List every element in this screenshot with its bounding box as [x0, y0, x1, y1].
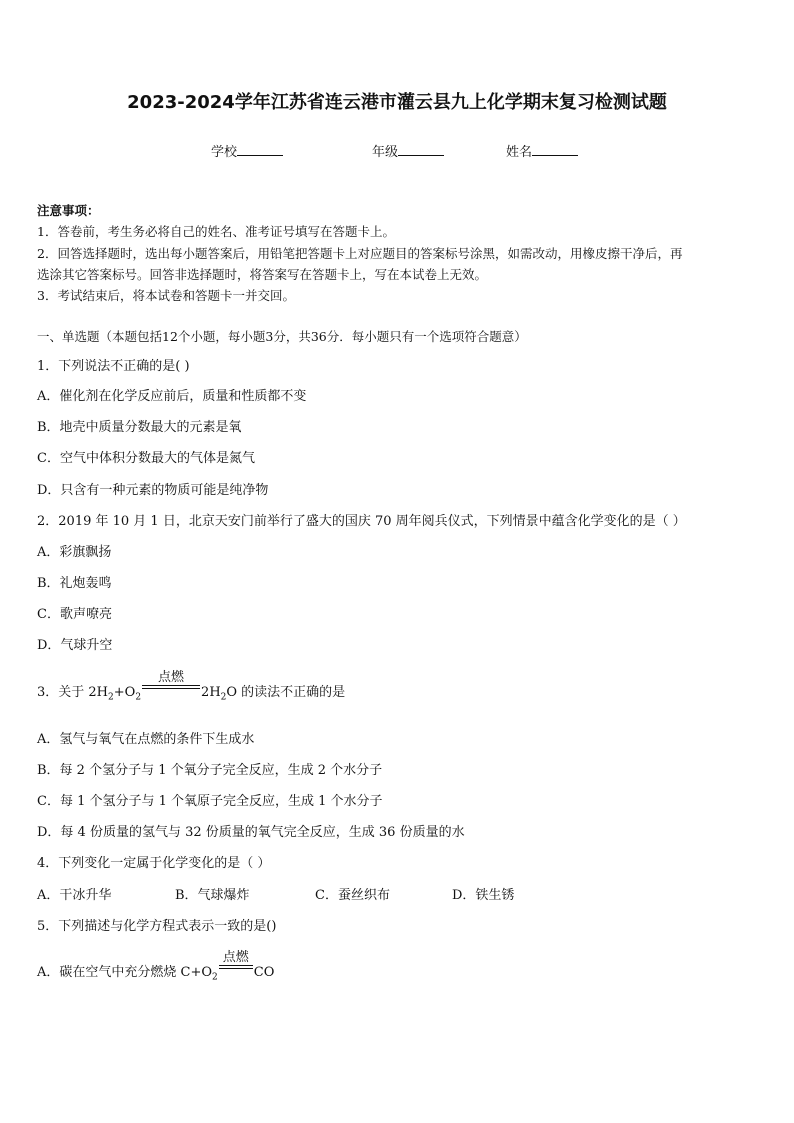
q3-plus-o: +O — [113, 685, 136, 700]
school-label: 学校 — [211, 145, 238, 160]
q4-option-d: D．铁生锈 — [452, 888, 515, 903]
q3-sub-2: 2 — [135, 692, 142, 703]
q5-reaction-arrow — [219, 950, 253, 976]
grade-label: 年级 — [372, 145, 399, 160]
notice-item-2-cont: 选涂其它答案标号。回答非选择题时，将答案写在答题卡上，写在本试卷上无效。 — [37, 267, 488, 282]
q5-option-a — [37, 950, 275, 983]
q3-reaction-arrow — [142, 670, 200, 696]
q3-stem — [37, 670, 346, 703]
name-label: 姓名 — [506, 145, 533, 160]
school-field — [211, 141, 283, 160]
q3-sub-3: 2 — [220, 692, 227, 703]
q3-option-a: A．氢气与氧气在点燃的条件下生成水 — [37, 732, 255, 747]
q4-option-a: A．干冰升华 — [37, 888, 112, 903]
q5-a-pre: A．碳在空气中充分燃烧 C+O — [37, 965, 213, 980]
q3-stem-pre: 3．关于 2H — [37, 685, 109, 700]
q3-product: 2H — [201, 685, 221, 700]
q4-option-c: C．蚕丝织布 — [315, 888, 390, 903]
q1-option-c: C．空气中体积分数最大的气体是氮气 — [37, 451, 255, 466]
q1-stem: 1．下列说法不正确的是( ) — [37, 359, 190, 374]
q3-option-d: D．每 4 份质量的氢气与 32 份质量的氧气完全反应，生成 36 份质量的水 — [37, 825, 465, 840]
grade-field — [372, 141, 444, 160]
q3-sub-1: 2 — [108, 692, 114, 703]
notice-item-2: 2．回答选择题时，选出每小题答案后，用铅笔把答题卡上对应题目的答案标号涂黑，如需改动，用橡皮擦干净后，再 — [37, 246, 683, 261]
notice-heading: 注意事项： — [37, 203, 100, 218]
q2-option-a: A．彩旗飘扬 — [37, 545, 112, 560]
q1-option-a: A．催化剂在化学反应前后，质量和性质都不变 — [37, 389, 307, 404]
q5-a-sub: 2 — [212, 972, 218, 983]
section-heading: 一、单选题（本题包括12个小题，每小题3分，共36分．每小题只有一个选项符合题意） — [37, 329, 527, 344]
q3-option-b: B．每 2 个氢分子与 1 个氧分子完全反应，生成 2 个水分子 — [37, 763, 383, 778]
q1-option-d: D．只含有一种元素的物质可能是纯净物 — [37, 483, 269, 498]
q3-condition: 点燃 — [158, 670, 185, 685]
q2-option-d: D．气球升空 — [37, 638, 113, 653]
q2-option-b: B．礼炮轰鸣 — [37, 576, 112, 591]
q2-option-c: C．歌声嘹亮 — [37, 607, 112, 622]
name-blank[interactable] — [532, 143, 578, 156]
q3-option-c: C．每 1 个氢分子与 1 个氧原子完全反应，生成 1 个水分子 — [37, 794, 383, 809]
grade-blank[interactable] — [398, 143, 444, 156]
page-title: 2023-2024学年江苏省连云港市灌云县九上化学期末复习检测试题 — [127, 92, 667, 113]
q4-option-b: B．气球爆炸 — [175, 888, 250, 903]
q5-condition: 点燃 — [222, 950, 249, 965]
q3-stem-post: O 的读法不正确的是 — [226, 685, 346, 700]
q2-stem: 2．2019 年 10 月 1 日，北京天安门前举行了盛大的国庆 70 周年阅兵仪式，下列情景中蕴含化学变化的是（ ） — [37, 514, 686, 529]
notice-item-1: 1．答卷前，考生务必将自己的姓名、准考证号填写在答题卡上。 — [37, 224, 395, 239]
q5-a-post: CO — [253, 965, 275, 980]
q4-stem: 4．下列变化一定属于化学变化的是（ ） — [37, 856, 271, 871]
q1-option-b: B．地壳中质量分数最大的元素是氧 — [37, 420, 242, 435]
q5-stem: 5．下列描述与化学方程式表示一致的是() — [37, 919, 277, 934]
notice-item-3: 3．考试结束后，将本试卷和答题卡一并交回。 — [37, 288, 295, 303]
school-blank[interactable] — [237, 143, 283, 156]
name-field — [506, 141, 578, 160]
